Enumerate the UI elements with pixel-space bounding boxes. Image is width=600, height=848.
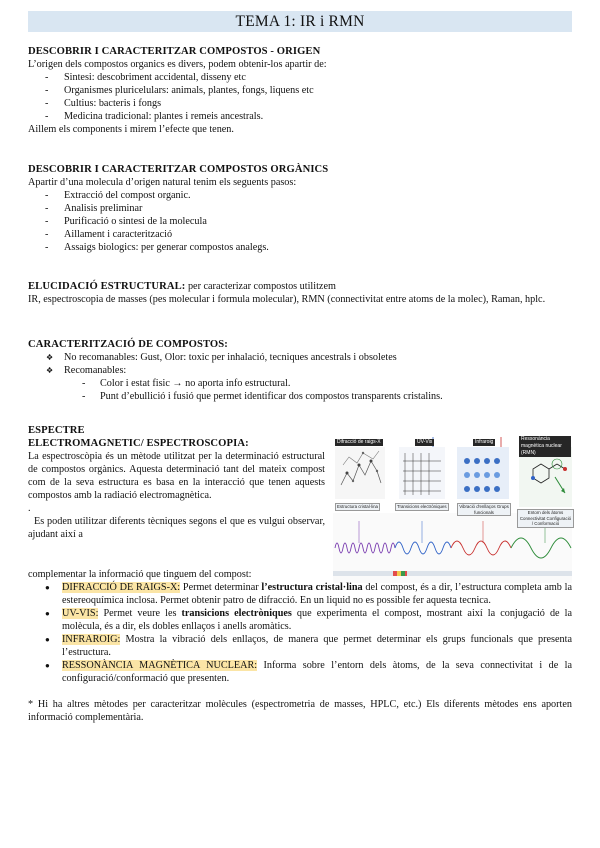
list-item: - Assaigs biologics: per generar compostos analegs.: [28, 241, 572, 254]
spectroscopy-figure: [333, 435, 572, 583]
infrared-tag: Infraroig: [475, 439, 494, 445]
section-heading-line: [28, 280, 572, 293]
section-espectre: [28, 424, 325, 541]
uv-vis-orbital-icon: [399, 447, 445, 499]
list-item: - Sintesi: descobriment accidental, disseny etc: [28, 71, 572, 84]
technique-text: Mostra la vibració dels enllaços, de manera que permet determinar els grups funcionals que presenta l’estructura.: [62, 634, 572, 658]
section-heading: CARACTERITZACIÓ DE COMPOSTOS:: [28, 339, 228, 350]
section-heading-rest: per caracterizar compostos utilitzem: [185, 281, 336, 292]
list-item: - Medicina tradicional: plantes i remeis ancestrals.: [28, 110, 572, 123]
list-item: - Analisis preliminar: [28, 202, 572, 215]
technique-nmr: [28, 659, 572, 685]
section-elucidacio: [28, 280, 572, 306]
section-origen: [28, 45, 572, 136]
uv-vis-caption: Transicions electròniques: [397, 504, 447, 509]
technique-bold: l’estructura cristal·lina: [261, 582, 363, 593]
uv-vis-tag: UV-Vis: [417, 439, 433, 445]
infrared-caption: Vibració d'enllaços Grups funcionals: [457, 503, 511, 516]
list-item: - Color i estat fisic → no aporta info estructural.: [28, 377, 572, 390]
technique-xray: [28, 581, 572, 607]
technique-name: UV-VIS:: [62, 608, 99, 619]
techniques-intro: Es poden utilitzar diferents tècniques segons el que es vulgui observar, ajudant així a: [28, 516, 325, 540]
list-item: - Purificació o sintesi de la molecula: [28, 215, 572, 228]
section-intro: L’origen dels compostos organics es divers, podem obtenir-los apartir de:: [28, 59, 327, 70]
xray-crystal-icon: [335, 447, 385, 499]
technique-text: Permet determinar: [180, 582, 262, 593]
list-item: - Organismes pluricelulars: animals, plantes, fongs, liquens etc: [28, 84, 572, 97]
technique-name: DIFRACCIÓ DE RAIGS-X:: [62, 582, 181, 593]
technique-bold: transicions electròniques: [181, 608, 292, 619]
list-item: - Cultius: bacteris i fongs: [28, 97, 572, 110]
section-heading: DESCOBRIR I CARACTERITZAR COMPOSTOS - ORIGEN: [28, 46, 321, 57]
list-item: - Extracció del compost organic.: [28, 189, 572, 202]
steps-list: [28, 189, 572, 254]
technique-text: que experimenta el compost, mostrant així la conjugació de la molècula, és a dir, els dobles enllaços i anells aromàtics.: [62, 608, 573, 632]
nmr-caption: Entorn dels àtoms Connectivitat Configuració / Conformació: [517, 509, 574, 528]
section-caracteritzacio: [28, 338, 572, 403]
section-heading-line1: ESPECTRE: [28, 425, 85, 436]
technique-name: INFRAROIG:: [62, 634, 121, 645]
section-heading-line2: ELECTROMAGNETIC/ ESPECTROSCOPIA:: [28, 438, 249, 449]
list-item: - Aillament i caracterització: [28, 228, 572, 241]
section-organics: [28, 163, 572, 254]
section-heading: ELUCIDACIÓ ESTRUCTURAL:: [28, 281, 186, 292]
technique-text: del compost, és a dir, l’estructura completa amb la estereoquímica inclosa. Permet obtenir patro de difracció. En un liquid no es possible fer aquesta tecnica.: [62, 582, 573, 606]
section-intro: Apartir d’una molecula d’origen natural tenim els seguents pasos:: [28, 177, 297, 188]
infrared-bond-icon: [457, 447, 509, 499]
page-title: TEMA 1: IR i RMN: [28, 11, 572, 32]
technique-text: Informa sobre l’entorn dels àtoms, de la seva connectivitat i de la configuració/conformació que presenten.: [62, 660, 572, 684]
list-item: - Punt d’ebullició i fusió que permet identificar dos compostos transparents cristalins.: [28, 390, 572, 403]
technique-infrared: [28, 633, 572, 659]
list-item: ❖ No recomanables: Gust, Olor: toxic per inhalació, tecniques ancestrals i obsoletes: [28, 351, 572, 364]
technique-text: Permet veure les: [98, 608, 182, 619]
technique-name: RESSONÀNCIA MAGNÈTICA NUCLEAR:: [62, 660, 258, 671]
techniques-list: [28, 581, 572, 685]
origin-list: [28, 71, 572, 123]
nmr-tag: Ressonància magnètica nuclear (RMN): [519, 436, 571, 457]
recommend-list: [28, 351, 572, 377]
list-item: ❖ Recomanables:: [28, 364, 572, 377]
techniques-intro-cont: complementar la informació que tinguem del compost:: [28, 569, 252, 580]
section-body: IR, espectroscopia de masses (pes molecular i formula molecular), RMN (connectivitat entre atoms de la molec), Raman, hplc.: [28, 294, 546, 305]
section-heading: DESCOBRIR I CARACTERITZAR COMPOSTOS ORGÀNICS: [28, 164, 329, 175]
footnote: * Hi ha altres mètodes per caracteritzar molècules (espectrometria de masses, HPLC, etc.) Els diferents mètodes ens aporten informació complementària.: [28, 699, 572, 723]
recommended-sublist: [28, 377, 572, 403]
section-outro: Aillem els components i mirem l’efecte que tenen.: [28, 124, 234, 135]
section-techniques: [28, 568, 572, 724]
technique-uv-vis: [28, 607, 572, 633]
xray-tag: Difracció de raigs-X: [337, 439, 381, 445]
xray-caption: Estructura cristal·lina: [337, 504, 378, 509]
spacer-dot: .: [28, 503, 31, 514]
spectroscopy-paragraph: La espectroscòpia és un mètode utilitzat per la determinació estructural de compostos orgànics. Aquesta determinació tant del mateix compost com de la seva estructura es basa en la interacció que tenen aquests compostos amb la radiació electromagnètica.: [28, 451, 325, 501]
